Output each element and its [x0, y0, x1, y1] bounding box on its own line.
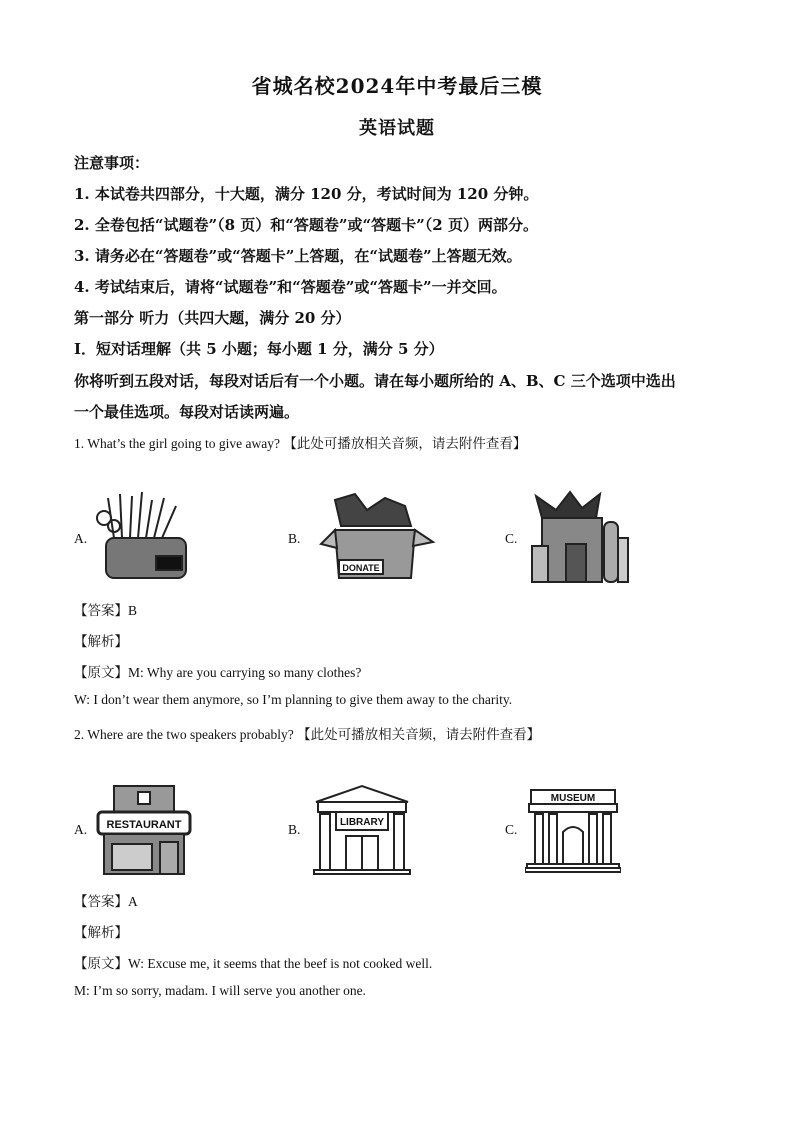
- option-label: B.: [288, 531, 301, 546]
- question-2-analysis: 【解析】: [74, 925, 128, 940]
- transcript-text: W: Excuse me, it seems that the beef is not cooked well.: [128, 956, 433, 971]
- note-item: 2. 全卷包括“试题卷”（8 页）和“答题卷”或“答题卡”（2 页）两部分。: [74, 216, 538, 234]
- page-title: 省城名校2024年中考最后三模: [251, 74, 543, 98]
- question-1-prompt: 1. What’s the girl going to give away? 【此处可播放相关音频，请去附件查看】: [74, 436, 527, 451]
- restaurant-building-icon: [94, 780, 194, 878]
- transcript-prefix: 【原文】: [74, 956, 128, 971]
- question-1-transcript-line: [74, 661, 361, 681]
- note-item: 1. 本试卷共四部分，十大题，满分 120 分，考试时间为 120 分钟。: [74, 185, 539, 203]
- grocery-bag-icon: [526, 488, 632, 586]
- instruction-line: 一个最佳选项。每段对话读两遍。: [74, 403, 300, 421]
- question-2-prompt: 2. Where are the two speakers probably? 【此处可播放相关音频，请去附件查看】: [74, 727, 541, 742]
- question-1-analysis: 【解析】: [74, 634, 128, 649]
- option-label: C.: [505, 531, 518, 546]
- museum-building-icon: [525, 784, 621, 876]
- library-sign-text: LIBRARY: [339, 817, 385, 828]
- museum-sign-text: MUSEUM: [550, 793, 596, 804]
- part1-heading: 第一部分 听力（共四大题，满分 20 分）: [74, 309, 351, 327]
- question-2-answer: 【答案】A: [74, 894, 138, 909]
- pencil-case-icon: [92, 490, 202, 582]
- question-2-transcript-line: [74, 952, 432, 972]
- option-label: A.: [74, 531, 88, 546]
- instruction-line: 你将听到五段对话，每段对话后有一个小题。请在每小题所给的 A、B、C 三个选项中选出: [74, 372, 676, 390]
- donate-box-icon: [315, 490, 437, 584]
- transcript-text: M: Why are you carrying so many clothes?: [128, 665, 362, 680]
- question-1-transcript-line: W: I don’t wear them anymore, so I’m planning to give them away to the charity.: [74, 692, 513, 707]
- option-label: A.: [74, 822, 88, 837]
- question-1-answer: 【答案】B: [74, 603, 138, 618]
- library-building-icon: [312, 784, 412, 876]
- note-item: 3. 请务必在“答题卷”或“答题卡”上答题，在“试题卷”上答题无效。: [74, 247, 522, 265]
- option-label: C.: [505, 822, 518, 837]
- note-item: 4. 考试结束后，请将“试题卷”和“答题卷”或“答题卡”一并交回。: [74, 278, 507, 296]
- restaurant-sign-text: RESTAURANT: [106, 819, 182, 831]
- page-subtitle: 英语试题: [359, 118, 435, 139]
- section-heading: Ⅰ．短对话理解（共 5 小题；每小题 1 分，满分 5 分）: [74, 340, 444, 358]
- transcript-prefix: 【原文】: [74, 665, 128, 680]
- question-2-transcript-line: M: I’m so sorry, madam. I will serve you another one.: [74, 983, 366, 998]
- option-label: B.: [288, 822, 301, 837]
- donate-box-text: DONATE: [342, 563, 380, 573]
- notes-heading: 注意事项：: [74, 154, 150, 172]
